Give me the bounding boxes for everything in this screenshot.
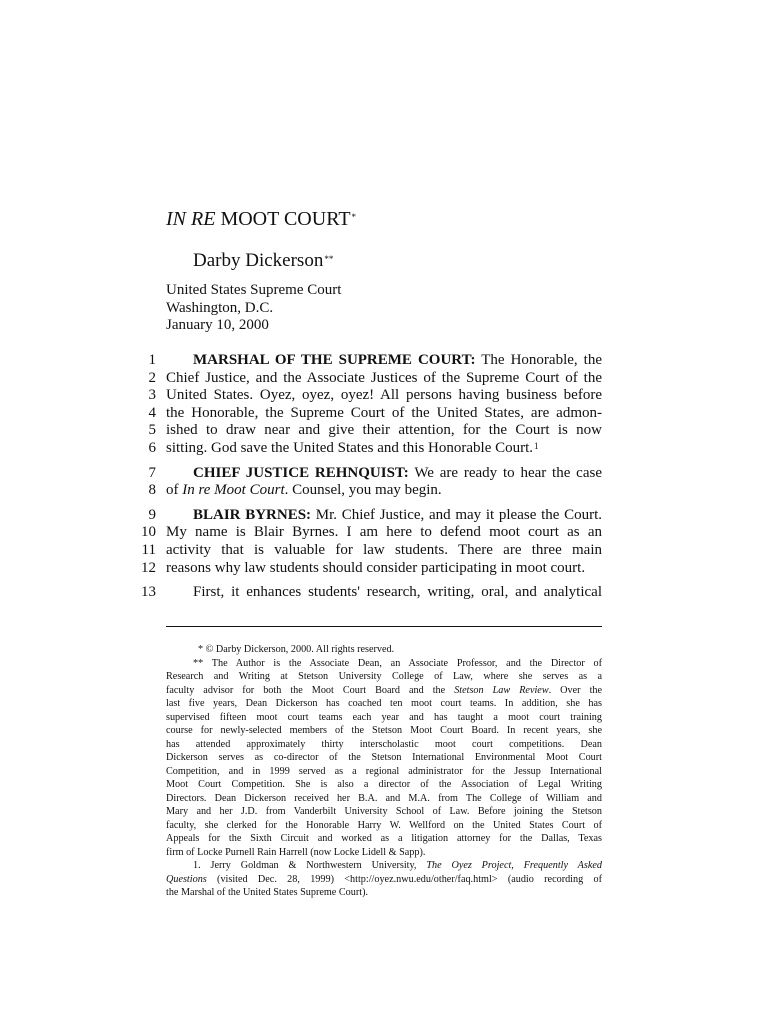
line-number: 13	[141, 584, 156, 601]
line-number: 8	[148, 482, 156, 499]
title-rest: MOOT COURT	[215, 208, 351, 230]
text-line: CHIEF JUSTICE REHNQUIST: We are ready to hear the case	[193, 464, 602, 481]
line-numbers	[136, 465, 156, 500]
footnote-author-line: Appeals for the Sixth Circuit and worked as a litigation attorney for the Dallas, Texas	[166, 833, 602, 844]
text-line: sitting. God save the United States and this Honorable Court.$^1$	[166, 439, 539, 456]
footnote-author-line: Directors. Dean Dickerson received her B.A. and M.A. from The College of William and	[166, 792, 602, 804]
footnote-1-line: the Marshal of the United States Supreme Court).	[166, 887, 369, 898]
speaker-name: CHIEF JUSTICE REHNQUIST:	[193, 464, 409, 481]
footnote-author-line: last five years, Dean Dickerson has coached ten moot court teams. In addition, she has	[166, 698, 602, 709]
text-line: United States. Oyez, oyez, oyez! All persons having business before	[166, 387, 602, 404]
title-italic: IN RE	[166, 208, 216, 230]
footnote-author-line: Mary and her J.D. from Vanderbilt University School of Law. Before joining the Stetson	[166, 806, 602, 817]
author-text: Darby Dickerson	[193, 250, 324, 271]
line-number: 5	[148, 422, 156, 439]
text-line: BLAIR BYRNES: Mr. Chief Justice, and may it please the Court.	[193, 506, 603, 523]
text-line: MARSHAL OF THE SUPREME COURT: The Honorable, the	[193, 352, 602, 368]
footnote-author-line: faculty advisor for both the Moot Court Board and the Stetson Law Review. Over the	[166, 684, 603, 696]
text-line: First, it enhances students' research, writing, oral, and analytical	[193, 584, 602, 601]
transcript-paragraph	[136, 465, 602, 500]
paragraph-text	[166, 584, 602, 602]
line-number: 12	[141, 559, 156, 576]
text-line: activity that is valuable for law students. There are three main	[166, 541, 602, 558]
footnote-author-line: Moot Court Competition. She is also a director of the Association of Legal Writing	[166, 779, 602, 790]
footnote-1-line: Questions (visited Dec. 28, 1999) <http://oyez.nwu.edu/other/faq.html> (audio recording of	[166, 873, 602, 885]
author-footnote-marker[interactable]: **	[324, 254, 334, 264]
footnote-author-line: Dickerson serves as co-director of the Stetson International Environmental Moot Court	[166, 752, 602, 763]
case-name: In re Moot Court	[182, 482, 285, 499]
line-numbers	[136, 584, 156, 602]
line-number: 3	[148, 387, 156, 404]
paragraph-text	[166, 507, 602, 577]
text-line: Chief Justice, and the Associate Justices of the Supreme Court of the	[166, 369, 602, 386]
line-number: 1	[148, 352, 156, 368]
footnote-author-line: Research and Writing at Stetson University College of Law, where she serves as a	[166, 671, 602, 682]
line-number: 2	[148, 369, 156, 386]
footnote-author-line: has attended approximately thirty interscholastic moot court competitions. Dean	[166, 738, 602, 750]
transcript-paragraph	[136, 507, 602, 577]
paragraph-text	[166, 465, 602, 500]
text-line: reasons why law students should consider participating in moot court.	[166, 559, 586, 576]
footnote-divider	[166, 626, 602, 627]
footnote-author-line: faculty, she clerked for the Honorable Harry W. Wellford on the United States Court of	[166, 819, 602, 831]
speaker-name: MARSHAL OF THE SUPREME COURT:	[193, 352, 476, 368]
text-line: of In re Moot Court. Counsel, you may begin.	[166, 482, 442, 499]
transcript-paragraph	[136, 584, 602, 602]
footnote-author-line: Competition, and in 1999 served as a regional administrator for the Jessup International	[166, 765, 602, 777]
text-line: ished to draw near and give their attention, for the Court is now	[166, 422, 602, 439]
article-title	[166, 207, 356, 231]
footnote-author-line: ** The Author is the Associate Dean, an Associate Professor, and the Director of	[193, 657, 602, 669]
footnote-author-line: firm of Locke Purnell Rain Harrell (now Locke Lidell & Sapp).	[166, 846, 426, 858]
footnotes-section	[166, 643, 602, 900]
venue-city: Washington, D.C.	[166, 299, 274, 316]
line-number: 10	[141, 524, 156, 541]
transcript-body	[136, 352, 602, 609]
line-number: 9	[148, 506, 156, 523]
venue-block	[166, 282, 341, 335]
speaker-name: BLAIR BYRNES:	[193, 506, 312, 523]
footnote-author-line: supervised fifteen moot court teams each year and has taught a moot court training	[166, 711, 602, 723]
line-numbers	[136, 352, 156, 458]
author-name	[193, 249, 333, 273]
venue-court: United States Supreme Court	[166, 282, 342, 298]
title-footnote-marker[interactable]: *	[351, 212, 357, 222]
line-number: 6	[148, 439, 156, 456]
line-numbers	[136, 507, 156, 577]
text-line: My name is Blair Byrnes. I am here to defend moot court as an	[166, 524, 602, 541]
line-number: 4	[148, 404, 156, 421]
line-number: 11	[141, 541, 156, 558]
transcript-paragraph	[136, 352, 602, 458]
footnote-author-line: course for newly-selected members of the Stetson Moot Court Board. In recent years, she	[166, 725, 602, 736]
venue-date: January 10, 2000	[166, 317, 269, 333]
footnote-star: * © Darby Dickerson, 2000. All rights reserved.	[198, 644, 395, 655]
text-line: the Honorable, the Supreme Court of the United States, are admon-	[166, 404, 602, 421]
paragraph-text	[166, 352, 602, 458]
footnote-marker[interactable]: 1	[534, 440, 539, 451]
line-number: 7	[148, 464, 156, 481]
footnote-1-line: 1. Jerry Goldman & Northwestern University, The Oyez Project, Frequently Asked	[193, 860, 603, 871]
